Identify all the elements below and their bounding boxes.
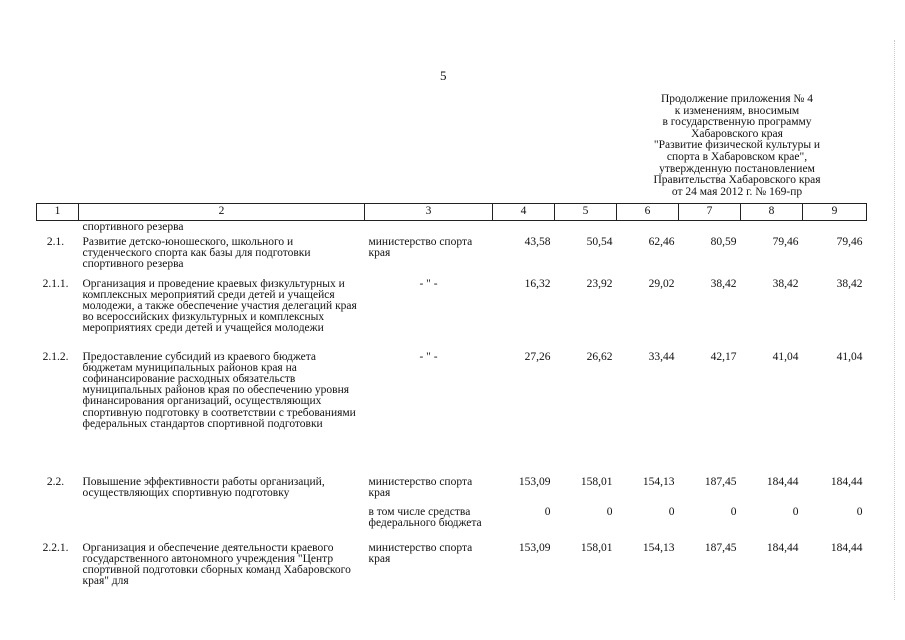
- row-value: 26,62: [586, 350, 613, 363]
- row-value: 158,01: [580, 475, 613, 488]
- row-name: Организация и обеспечение деятельности краевого государственного автономного учреждения "Центр спортивной подготовки сборных команд Хабаровского края" для: [82, 541, 351, 588]
- row-name: Предоставление субсидий из краевого бюджета бюджетам муниципальных районов края на софинансирование расходных обязательств муниципальных районов края по обеспечению уровня финансирования организаций, осуществляющих спортивную подготовку в соответствии с требованиями федеральных стандартов спортивной подготовки: [82, 350, 356, 430]
- appendix-header: [607, 94, 867, 198]
- row-value: 0: [792, 505, 799, 518]
- row-value: [741, 221, 803, 237]
- table-row: [37, 543, 867, 593]
- row-value: 43,58: [524, 235, 551, 248]
- row-value: 23,92: [586, 277, 613, 290]
- table-row: [37, 352, 867, 477]
- row-value: [679, 221, 741, 237]
- row-value: 33,44: [648, 350, 675, 363]
- column-header: 6: [617, 204, 679, 221]
- page-number: 5: [440, 68, 447, 83]
- row-value: 41,04: [772, 350, 799, 363]
- header-line: от 24 мая 2012 г. № 169-пр: [671, 185, 803, 198]
- table-row: [37, 221, 867, 237]
- header-line: утвержденную постановлением: [659, 162, 815, 175]
- column-header: 3: [365, 204, 493, 221]
- column-header: 2: [79, 204, 365, 221]
- column-header: 9: [803, 204, 867, 221]
- row-value: 80,59: [710, 235, 737, 248]
- row-executor: - " -: [419, 277, 438, 290]
- row-value: 187,45: [704, 475, 737, 488]
- row-executor: министерство спорта края: [368, 475, 473, 499]
- header-line: к изменениям, вносимым: [674, 104, 800, 117]
- header-line: Хабаровского края: [691, 127, 783, 140]
- row-value: 0: [730, 505, 737, 518]
- row-value: 184,44: [766, 475, 799, 488]
- row-value: 79,46: [836, 235, 863, 248]
- column-header: 1: [37, 204, 79, 221]
- row-value: 184,44: [830, 541, 863, 554]
- row-executor: - " -: [419, 350, 438, 363]
- row-value: [803, 221, 867, 237]
- row-executor: министерство спорта края: [368, 541, 473, 565]
- header-line: "Развитие физической культуры и: [653, 139, 821, 152]
- row-value: 29,02: [648, 277, 675, 290]
- row-value: 42,17: [710, 350, 737, 363]
- row-value: 158,01: [580, 541, 613, 554]
- row-name: спортивного резерва: [82, 221, 184, 233]
- row-value: 27,26: [524, 350, 551, 363]
- header-line: Правительства Хабаровского края: [653, 174, 821, 187]
- column-header: 8: [741, 204, 803, 221]
- row-value: 50,54: [586, 235, 613, 248]
- row-name: Повышение эффективности работы организаций, осуществляющих спортивную подготовку: [82, 475, 325, 499]
- column-header: 7: [679, 204, 741, 221]
- table-header-row: [37, 204, 867, 221]
- row-code: 2.1.1.: [42, 277, 69, 290]
- row-executor: в том числе средства федерального бюджета: [368, 505, 482, 529]
- row-value: [617, 221, 679, 237]
- page-edge-line: [894, 40, 895, 600]
- row-value: 41,04: [836, 350, 863, 363]
- table-row: [37, 477, 867, 507]
- column-header: 4: [493, 204, 555, 221]
- row-value: 38,42: [710, 277, 737, 290]
- row-code: 2.2.: [46, 475, 65, 488]
- row-executor: [365, 221, 493, 237]
- row-value: 184,44: [766, 541, 799, 554]
- row-value: 153,09: [518, 541, 551, 554]
- row-executor: министерство спорта края: [368, 235, 473, 259]
- row-name: Развитие детско-юношеского, школьного и студенческого спорта как базы для подготовки спортивного резерва: [82, 235, 311, 270]
- row-value: 187,45: [704, 541, 737, 554]
- program-table: [36, 203, 867, 593]
- row-value: 16,32: [524, 277, 551, 290]
- row-value: [493, 221, 555, 237]
- row-value: 0: [544, 505, 551, 518]
- row-name: [79, 507, 365, 543]
- table-row: [37, 237, 867, 279]
- row-value: 153,09: [518, 475, 551, 488]
- row-value: 154,13: [642, 475, 675, 488]
- header-line: в государственную программу: [662, 116, 812, 129]
- row-value: 0: [668, 505, 675, 518]
- row-code: 2.2.1.: [42, 541, 69, 554]
- row-value: 79,46: [772, 235, 799, 248]
- header-line: Продолжение приложения № 4: [660, 93, 814, 105]
- row-code: [37, 507, 79, 543]
- header-line: спорта в Хабаровском крае",: [666, 150, 808, 163]
- table-row: [37, 279, 867, 352]
- row-value: 154,13: [642, 541, 675, 554]
- row-code: 2.1.: [46, 235, 65, 248]
- row-value: 0: [606, 505, 613, 518]
- row-value: 38,42: [836, 277, 863, 290]
- row-value: 184,44: [830, 475, 863, 488]
- table-row: [37, 507, 867, 543]
- column-header: 5: [555, 204, 617, 221]
- row-name: Организация и проведение краевых физкультурных и комплексных мероприятий среди детей и учащейся молодежи, а также обеспечение участия делегаций края во всероссийских физкультурных и комплексных мероприятиях среди детей и учащейся молодежи: [82, 277, 357, 335]
- row-value: 38,42: [772, 277, 799, 290]
- row-code: 2.1.2.: [42, 350, 69, 363]
- row-value: 0: [856, 505, 863, 518]
- row-value: [555, 221, 617, 237]
- row-code: [37, 221, 79, 237]
- row-value: 62,46: [648, 235, 675, 248]
